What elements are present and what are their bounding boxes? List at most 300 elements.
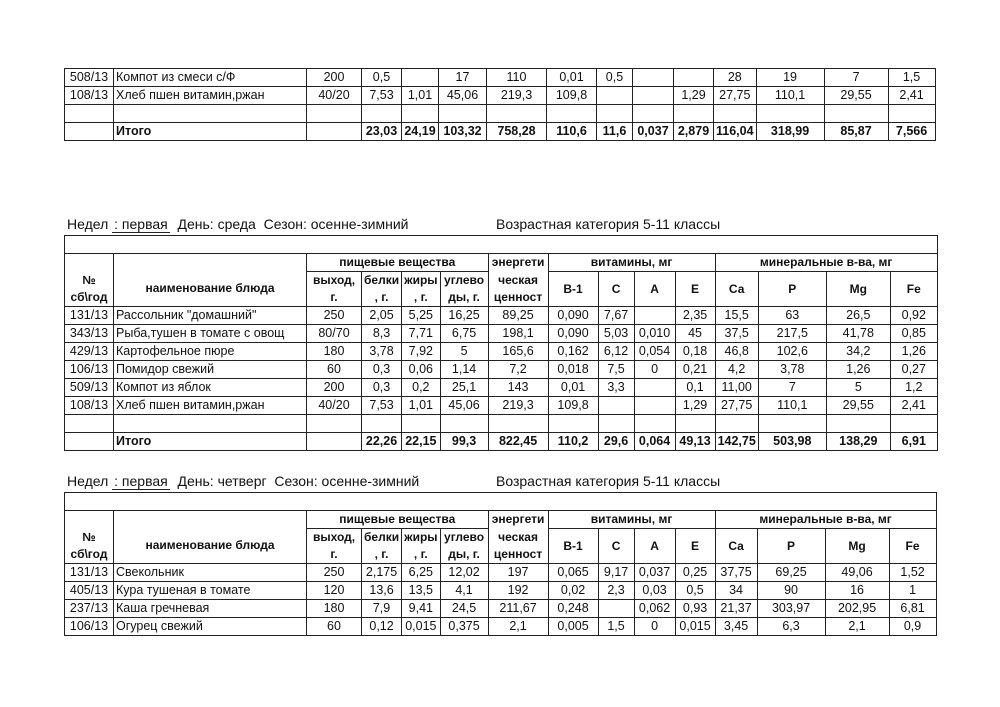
protein-header: белки (362, 272, 402, 290)
value-cell: 49,06 (825, 564, 889, 582)
value-cell (307, 433, 362, 451)
value-cell: 0,3 (362, 379, 402, 397)
value-cell: 0,01 (547, 69, 597, 87)
value-cell (598, 415, 634, 433)
value-cell: 3,3 (598, 379, 634, 397)
value-cell: 1,14 (440, 361, 488, 379)
value-cell: 46,8 (715, 343, 758, 361)
header-row-2 (65, 529, 937, 547)
value-cell: 34 (715, 582, 757, 600)
value-cell: 45,06 (439, 87, 487, 105)
value-cell: 24,19 (402, 123, 439, 141)
value-cell: 143 (488, 379, 548, 397)
value-cell: 0,065 (548, 564, 598, 582)
ca-header: Са (715, 272, 758, 307)
table-row (65, 415, 938, 433)
header-row-1 (65, 254, 938, 272)
value-cell: 0,2 (402, 379, 440, 397)
value-cell (633, 69, 674, 87)
fat-header: жиры (402, 272, 440, 290)
value-cell: 0,21 (675, 361, 715, 379)
value-cell: 0,27 (890, 361, 937, 379)
carb-header: ды, г. (440, 546, 488, 564)
header-cell (114, 254, 307, 272)
value-cell: 7 (824, 69, 888, 87)
value-cell: 4,1 (440, 582, 488, 600)
header-row-1 (65, 511, 937, 529)
value-cell: 29,55 (826, 397, 890, 415)
value-cell: 40/20 (307, 87, 362, 105)
value-cell: 2,41 (888, 87, 935, 105)
value-cell (402, 69, 439, 87)
total-row (65, 123, 936, 141)
value-cell: 503,98 (758, 433, 826, 451)
top-table-body (65, 69, 936, 141)
value-cell: 11,00 (715, 379, 758, 397)
dish-name-cell (114, 105, 307, 123)
dish-name-cell: Рыба,тушен в томате с овощ (114, 325, 307, 343)
value-cell: 1,26 (826, 361, 890, 379)
thursday-table-body (65, 493, 937, 636)
value-cell: 0,090 (548, 307, 598, 325)
fe-header: Fe (890, 272, 937, 307)
recipe-code-cell: 108/13 (65, 397, 114, 415)
recipe-code-cell (65, 433, 114, 451)
value-cell: 6,25 (402, 564, 440, 582)
value-cell: 120 (307, 582, 362, 600)
value-cell: 99,3 (440, 433, 488, 451)
energy-header: ценност (488, 546, 548, 564)
value-cell: 6,91 (890, 433, 937, 451)
dish-name-cell: Рассольник "домашний" (114, 307, 307, 325)
value-cell (714, 105, 757, 123)
value-cell: 0,5 (675, 582, 715, 600)
value-cell (758, 415, 826, 433)
table-row (65, 397, 938, 415)
value-cell: 60 (307, 361, 362, 379)
value-cell: 8,3 (362, 325, 402, 343)
value-cell: 758,28 (487, 123, 547, 141)
value-cell: 37,5 (715, 325, 758, 343)
value-cell (634, 397, 675, 415)
value-cell: 13,6 (362, 582, 402, 600)
number-header: сб\год (65, 546, 114, 564)
value-cell: 6,12 (598, 343, 634, 361)
value-cell: 0,054 (634, 343, 675, 361)
header-cell (65, 254, 114, 272)
value-cell (547, 105, 597, 123)
value-cell: 22,15 (402, 433, 440, 451)
value-cell: 4,2 (715, 361, 758, 379)
dish-header: наименование блюда (114, 272, 307, 307)
fe-header: Fe (889, 529, 936, 564)
week-label: Недел (67, 473, 109, 489)
ca-header: Са (715, 529, 757, 564)
value-cell (634, 379, 675, 397)
value-cell (633, 105, 674, 123)
value-cell: 200 (307, 379, 362, 397)
value-cell: 15,5 (715, 307, 758, 325)
mg-header: Mg (826, 272, 890, 307)
value-cell: 0,1 (675, 379, 715, 397)
value-cell: 16 (825, 582, 889, 600)
value-cell (674, 69, 714, 87)
value-cell (488, 415, 548, 433)
value-cell: 11,6 (597, 123, 633, 141)
value-cell: 109,8 (547, 87, 597, 105)
value-cell: 110,1 (756, 87, 824, 105)
dish-name-cell: Огурец свежий (114, 618, 307, 636)
season-label: Сезон: (274, 473, 318, 489)
value-cell (548, 415, 598, 433)
value-cell: 1,5 (598, 618, 634, 636)
value-cell: 7,67 (598, 307, 634, 325)
value-cell (633, 87, 674, 105)
value-cell: 1,5 (888, 69, 935, 87)
c-header: С (598, 272, 634, 307)
protein-header: белки (362, 529, 402, 547)
total-row (65, 433, 938, 451)
table-row (65, 379, 938, 397)
value-cell: 1,29 (674, 87, 714, 105)
value-cell: 0,010 (634, 325, 675, 343)
recipe-code-cell: 131/13 (65, 564, 114, 582)
value-cell (362, 105, 402, 123)
dish-name-cell: Итого (114, 123, 307, 141)
value-cell: 110,1 (758, 397, 826, 415)
value-cell: 219,3 (488, 397, 548, 415)
number-header: сб\год (65, 289, 114, 307)
value-cell: 0,92 (890, 307, 937, 325)
value-cell: 217,5 (758, 325, 826, 343)
value-cell (598, 397, 634, 415)
value-cell: 24,5 (440, 600, 488, 618)
value-cell (824, 105, 888, 123)
value-cell: 110,6 (547, 123, 597, 141)
value-cell: 303,97 (757, 600, 825, 618)
dish-name-cell: Помидор свежий (114, 361, 307, 379)
value-cell: 2,35 (675, 307, 715, 325)
value-cell (675, 415, 715, 433)
value-cell (634, 415, 675, 433)
value-cell: 2,41 (890, 397, 937, 415)
value-cell: 116,04 (714, 123, 757, 141)
energy-header: ческая (488, 529, 548, 547)
e-header: Е (675, 272, 715, 307)
header-blank-row (65, 236, 938, 254)
value-cell: 40/20 (307, 397, 362, 415)
value-cell (402, 415, 440, 433)
day-value: среда (217, 216, 256, 232)
value-cell: 90 (757, 582, 825, 600)
value-cell: 250 (307, 307, 362, 325)
value-cell: 37,75 (715, 564, 757, 582)
value-cell: 1,29 (675, 397, 715, 415)
value-cell: 0,01 (548, 379, 598, 397)
thursday-nutrition-table (64, 492, 937, 636)
value-cell: 5 (440, 343, 488, 361)
value-cell: 1,52 (889, 564, 936, 582)
recipe-code-cell: 237/13 (65, 600, 114, 618)
value-cell: 21,37 (715, 600, 757, 618)
value-cell: 219,3 (487, 87, 547, 105)
value-cell: 0,015 (675, 618, 715, 636)
value-cell: 2,879 (674, 123, 714, 141)
table-row (65, 582, 937, 600)
value-cell (598, 600, 634, 618)
value-cell (715, 415, 758, 433)
value-cell: 7,2 (488, 361, 548, 379)
value-cell (756, 105, 824, 123)
season-label: Сезон: (263, 216, 307, 232)
value-cell: 1,2 (890, 379, 937, 397)
value-cell: 7,9 (362, 600, 402, 618)
value-cell: 7,71 (402, 325, 440, 343)
value-cell: 211,67 (488, 600, 548, 618)
value-cell: 0,25 (675, 564, 715, 582)
value-cell (307, 105, 362, 123)
nutrients-group-header: пищевые вещества (307, 511, 489, 529)
value-cell: 6,3 (757, 618, 825, 636)
value-cell: 2,05 (362, 307, 402, 325)
value-cell: 0,162 (548, 343, 598, 361)
header-cell (114, 511, 307, 529)
value-cell: 0,12 (362, 618, 402, 636)
value-cell: 1,01 (402, 397, 440, 415)
dish-name-cell: Компот из яблок (114, 379, 307, 397)
value-cell (597, 87, 633, 105)
value-cell: 0,93 (675, 600, 715, 618)
value-cell: 0,375 (440, 618, 488, 636)
week-value: : первая (114, 216, 168, 232)
week-value: : первая (114, 473, 168, 489)
recipe-code-cell: 429/13 (65, 343, 114, 361)
value-cell: 5,03 (598, 325, 634, 343)
value-cell: 89,25 (488, 307, 548, 325)
carb-header: углево (440, 529, 488, 547)
fat-header: , г. (402, 546, 440, 564)
value-cell: 19 (756, 69, 824, 87)
week-label: Недел (67, 216, 109, 232)
value-cell: 63 (758, 307, 826, 325)
recipe-code-cell: 405/13 (65, 582, 114, 600)
header-row-2 (65, 272, 938, 290)
value-cell: 3,78 (758, 361, 826, 379)
nutrients-group-header: пищевые вещества (307, 254, 489, 272)
value-cell: 7,566 (888, 123, 935, 141)
value-cell: 198,1 (488, 325, 548, 343)
recipe-code-cell: 131/13 (65, 307, 114, 325)
table-row (65, 69, 936, 87)
value-cell (826, 415, 890, 433)
value-cell: 250 (307, 564, 362, 582)
value-cell: 0,3 (362, 361, 402, 379)
energy-header: ценност (488, 289, 548, 307)
yield-header: выход, (307, 529, 362, 547)
a-header: А (634, 272, 675, 307)
section-heading-thursday (67, 473, 721, 490)
value-cell (888, 105, 935, 123)
recipe-code-cell: 106/13 (65, 618, 114, 636)
table-row (65, 600, 937, 618)
minerals-group-header: минеральные в-ва, мг (715, 511, 936, 529)
value-cell: 2,1 (488, 618, 548, 636)
value-cell: 5,25 (402, 307, 440, 325)
value-cell: 102,6 (758, 343, 826, 361)
dish-name-cell: Компот из смеси с/Ф (114, 69, 307, 87)
value-cell: 7,5 (598, 361, 634, 379)
day-value: четверг (217, 473, 267, 489)
value-cell: 0,02 (548, 582, 598, 600)
value-cell (440, 415, 488, 433)
value-cell: 180 (307, 343, 362, 361)
value-cell: 41,78 (826, 325, 890, 343)
value-cell: 0,037 (633, 123, 674, 141)
value-cell: 2,1 (825, 618, 889, 636)
value-cell: 0,9 (889, 618, 936, 636)
season-value: осенне-зимний (310, 216, 409, 232)
value-cell: 29,6 (598, 433, 634, 451)
header-blank-row (65, 493, 937, 511)
dish-name-cell: Каша гречневая (114, 600, 307, 618)
value-cell: 85,87 (824, 123, 888, 141)
yield-header: г. (307, 289, 362, 307)
value-cell: 0,037 (634, 564, 675, 582)
value-cell: 25,1 (440, 379, 488, 397)
vitamins-group-header: витамины, мг (548, 254, 715, 272)
table-row (65, 361, 938, 379)
section-heading-wednesday (67, 216, 721, 233)
table-row (65, 307, 938, 325)
value-cell: 5 (826, 379, 890, 397)
mg-header: Mg (825, 529, 889, 564)
value-cell: 7,53 (362, 397, 402, 415)
value-cell: 0,5 (362, 69, 402, 87)
number-header: № (65, 529, 114, 547)
top-nutrition-table (64, 68, 936, 141)
yield-header: г. (307, 546, 362, 564)
age-category: Возрастная категория 5-11 классы (496, 216, 721, 232)
fat-header: жиры (402, 529, 440, 547)
value-cell: 2,3 (598, 582, 634, 600)
wednesday-table-body (65, 236, 938, 451)
header-blank-cell (65, 236, 938, 254)
value-cell (487, 105, 547, 123)
value-cell: 60 (307, 618, 362, 636)
value-cell: 103,32 (439, 123, 487, 141)
recipe-code-cell: 509/13 (65, 379, 114, 397)
value-cell: 3,45 (715, 618, 757, 636)
value-cell: 80/70 (307, 325, 362, 343)
day-label: День: (177, 216, 214, 232)
value-cell: 27,75 (715, 397, 758, 415)
value-cell: 197 (488, 564, 548, 582)
value-cell (674, 105, 714, 123)
carb-header: ды, г. (440, 289, 488, 307)
value-cell: 27,75 (714, 87, 757, 105)
value-cell: 202,95 (825, 600, 889, 618)
value-cell: 1,26 (890, 343, 937, 361)
value-cell: 12,02 (440, 564, 488, 582)
value-cell: 6,81 (889, 600, 936, 618)
b1-header: В-1 (548, 529, 598, 564)
dish-name-cell: Хлеб пшен витамин,ржан (114, 87, 307, 105)
value-cell: 0,5 (597, 69, 633, 87)
day-label: День: (177, 473, 214, 489)
recipe-code-cell: 108/13 (65, 87, 114, 105)
recipe-code-cell (65, 105, 114, 123)
wednesday-nutrition-table (64, 235, 938, 451)
dish-name-cell (114, 415, 307, 433)
dish-name-cell: Хлеб пшен витамин,ржан (114, 397, 307, 415)
value-cell: 45,06 (440, 397, 488, 415)
value-cell: 1,01 (402, 87, 439, 105)
dish-name-cell: Свекольник (114, 564, 307, 582)
value-cell: 22,26 (362, 433, 402, 451)
recipe-code-cell (65, 415, 114, 433)
dish-header: наименование блюда (114, 529, 307, 564)
dish-name-cell: Кура тушеная в томате (114, 582, 307, 600)
value-cell (634, 307, 675, 325)
dish-name-cell: Итого (114, 433, 307, 451)
value-cell: 69,25 (757, 564, 825, 582)
value-cell: 180 (307, 600, 362, 618)
value-cell: 2,175 (362, 564, 402, 582)
value-cell: 142,75 (715, 433, 758, 451)
protein-header: , г. (362, 546, 402, 564)
value-cell: 0,090 (548, 325, 598, 343)
minerals-group-header: минеральные в-ва, мг (715, 254, 937, 272)
value-cell: 3,78 (362, 343, 402, 361)
header-cell (65, 511, 114, 529)
value-cell: 318,99 (756, 123, 824, 141)
value-cell: 16,25 (440, 307, 488, 325)
value-cell: 0,03 (634, 582, 675, 600)
age-category: Возрастная категория 5-11 классы (496, 473, 721, 489)
value-cell: 23,03 (362, 123, 402, 141)
energy-header: энергети (488, 511, 548, 529)
header-blank-cell (65, 493, 937, 511)
value-cell: 45 (675, 325, 715, 343)
recipe-code-cell: 106/13 (65, 361, 114, 379)
value-cell: 0,018 (548, 361, 598, 379)
recipe-code-cell: 343/13 (65, 325, 114, 343)
carb-header: углево (440, 272, 488, 290)
value-cell (362, 415, 402, 433)
value-cell (307, 415, 362, 433)
value-cell: 17 (439, 69, 487, 87)
value-cell: 28 (714, 69, 757, 87)
p-header: Р (758, 272, 826, 307)
dish-name-cell: Картофельное пюре (114, 343, 307, 361)
recipe-code-cell: 508/13 (65, 69, 114, 87)
value-cell: 34,2 (826, 343, 890, 361)
a-header: А (634, 529, 675, 564)
energy-header: энергети (488, 254, 548, 272)
vitamins-group-header: витамины, мг (548, 511, 715, 529)
value-cell: 6,75 (440, 325, 488, 343)
table-row (65, 343, 938, 361)
value-cell: 7,92 (402, 343, 440, 361)
value-cell: 26,5 (826, 307, 890, 325)
value-cell: 0,85 (890, 325, 937, 343)
value-cell: 822,45 (488, 433, 548, 451)
value-cell: 1 (889, 582, 936, 600)
value-cell: 0 (634, 361, 675, 379)
value-cell: 0,18 (675, 343, 715, 361)
number-header: № (65, 272, 114, 290)
value-cell: 110,2 (548, 433, 598, 451)
